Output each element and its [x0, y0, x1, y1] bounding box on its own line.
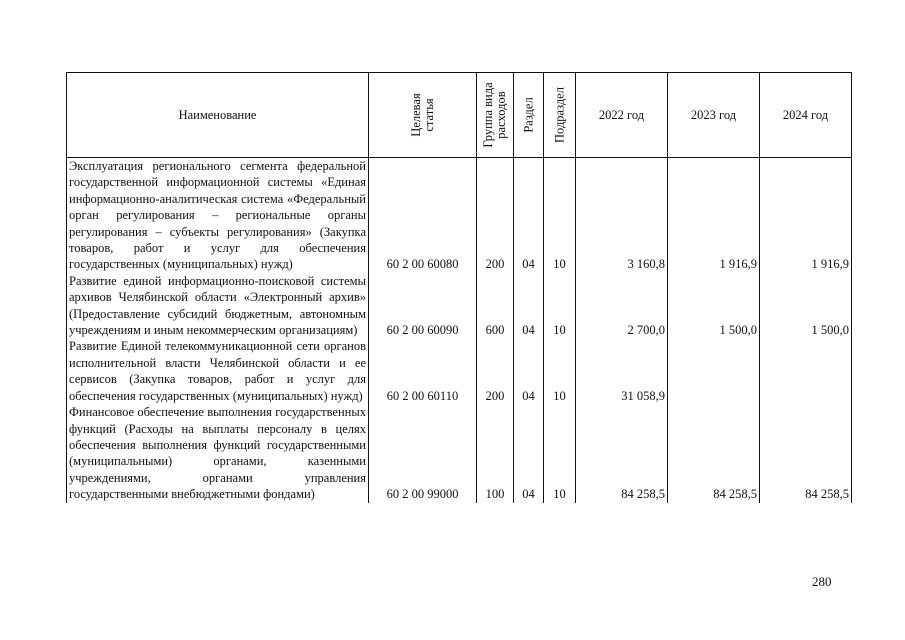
row-expense-group: 600 [477, 273, 514, 339]
header-section-text: Раздел [521, 97, 535, 133]
table-row [67, 404, 852, 502]
row-section: 04 [514, 273, 544, 339]
table-header-row [67, 73, 852, 158]
header-year-2024: 2024 год [760, 73, 852, 158]
header-subsection-text: Подраздел [552, 87, 566, 143]
page-number: 280 [812, 574, 832, 589]
row-2022: 3 160,8 [576, 158, 668, 273]
header-target-article-text: Целевая статья [408, 93, 436, 137]
row-name: Развитие Единой телекоммуникационной сети органов исполнительной власти Челябинской области и ее сервисов (Закупка товаров, работ и услуг для обеспечения государственных (муниципальных) нужд) [67, 338, 369, 404]
row-2022: 84 258,5 [576, 404, 668, 502]
table-row [67, 338, 852, 404]
row-2022: 2 700,0 [576, 273, 668, 339]
row-subsection: 10 [544, 338, 576, 404]
header-expense-group-text: Группа вида расходов [481, 82, 508, 148]
header-year-2023: 2023 год [668, 73, 760, 158]
row-name: Финансовое обеспечение выполнения государственных функций (Расходы на выплаты персоналу в целях обеспечения выполнения функций государственными (муниципальными) органами, казенными учреждениями, органами управления государственными внебюджетными фондами) [67, 404, 369, 502]
table-row [67, 273, 852, 339]
budget-table [66, 72, 852, 503]
header-name: Наименование [67, 73, 369, 158]
row-expense-group: 100 [477, 404, 514, 502]
header-section [514, 73, 544, 158]
row-target-article: 60 2 00 60080 [369, 158, 477, 273]
row-subsection: 10 [544, 404, 576, 502]
row-2024: 1 916,9 [760, 158, 852, 273]
header-subsection [544, 73, 576, 158]
row-expense-group: 200 [477, 338, 514, 404]
row-expense-group: 200 [477, 158, 514, 273]
row-name: Эксплуатация регионального сегмента федеральной государственной информационной системы «Единая информационно-аналитическая система «Федеральный орган регулирования – региональные органы регулирования – субъекты регулирования» (Закупка товаров, работ и услуг для обеспечения государственных (муниципальных) нужд) [67, 158, 369, 273]
row-2024: 1 500,0 [760, 273, 852, 339]
table-row [67, 158, 852, 273]
row-2024 [760, 338, 852, 404]
row-section: 04 [514, 158, 544, 273]
row-2023: 1 500,0 [668, 273, 760, 339]
row-target-article: 60 2 00 60090 [369, 273, 477, 339]
header-expense-group [477, 73, 514, 158]
row-target-article: 60 2 00 60110 [369, 338, 477, 404]
row-2022: 31 058,9 [576, 338, 668, 404]
row-target-article: 60 2 00 99000 [369, 404, 477, 502]
row-2023: 84 258,5 [668, 404, 760, 502]
row-2023 [668, 338, 760, 404]
row-2023: 1 916,9 [668, 158, 760, 273]
row-2024: 84 258,5 [760, 404, 852, 502]
row-subsection: 10 [544, 273, 576, 339]
row-subsection: 10 [544, 158, 576, 273]
header-target-article [369, 73, 477, 158]
row-section: 04 [514, 404, 544, 502]
row-section: 04 [514, 338, 544, 404]
header-year-2022: 2022 год [576, 73, 668, 158]
row-name: Развитие единой информационно-поисковой системы архивов Челябинской области «Электронный архив» (Предоставление субсидий бюджетным, автономным учреждениям и иным некоммерческим организациям) [67, 273, 369, 339]
